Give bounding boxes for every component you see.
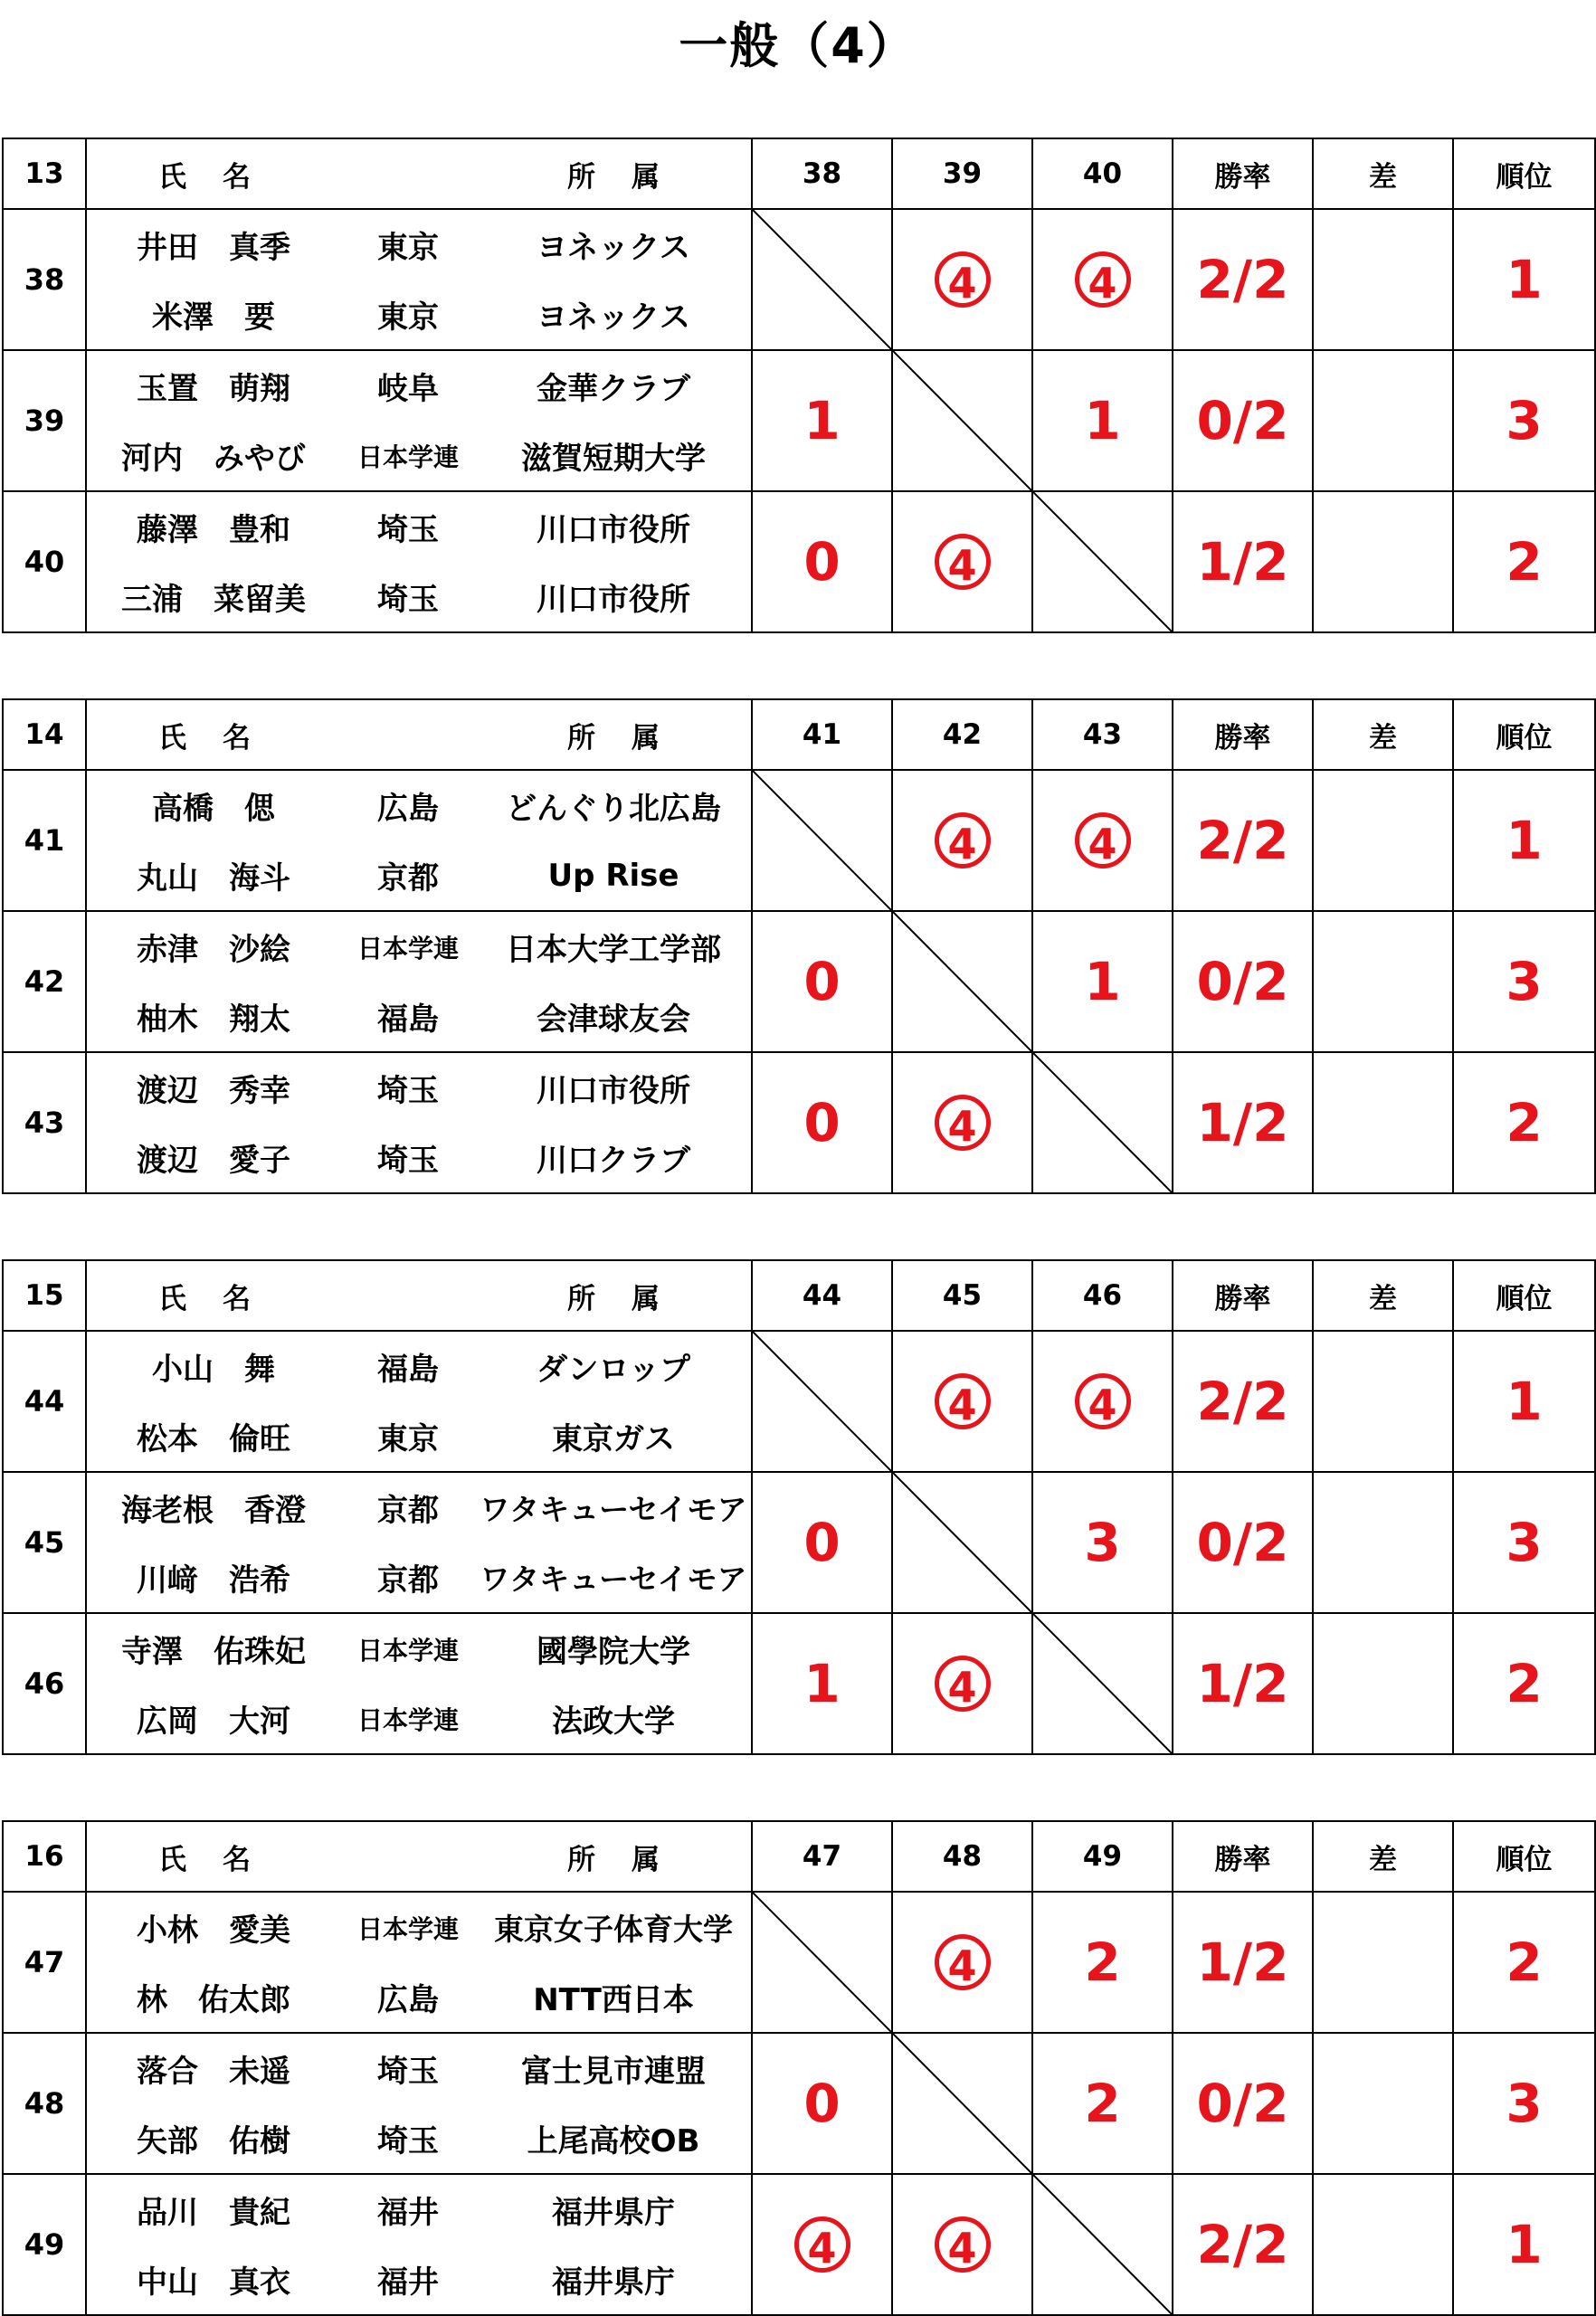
header-name-affiliation [86,1821,752,1892]
header-opponent-no: 49 [1032,1821,1173,1892]
diff-value [1313,491,1453,632]
player-affiliation: 福井県庁 [552,2264,675,2301]
rank-value: 3 [1453,350,1595,491]
win-rate: 0/2 [1173,1472,1313,1613]
group-table [2,1259,1596,1755]
header-name-affiliation [86,1260,752,1331]
player-prefecture: 福井 [377,2195,439,2231]
circled-score: 4 [935,812,991,868]
match-result-cell: 0 [752,1052,892,1193]
player-affiliation: 東京女子体育大学 [494,1912,733,1947]
diagonal-line [753,210,891,349]
pair-players [86,1472,752,1613]
pair-players [86,1613,752,1754]
diagonal-line [753,1332,891,1471]
match-result-cell [752,2174,892,2315]
player-line [87,1962,751,2032]
self-match-cell [892,350,1032,491]
player-name: 落合 未遥 [137,2054,290,2090]
win-rate: 1/2 [1173,1052,1313,1193]
header-name-affiliation [86,699,752,770]
player-name: 海老根 香澄 [121,1493,306,1529]
player-prefecture: 福井 [377,2264,439,2301]
player-affiliation: どんぐり北広島 [506,791,721,827]
player-prefecture: 京都 [377,860,439,897]
player-affiliation: 國學院大学 [537,1634,690,1670]
player-line [87,492,751,562]
circled-score: 4 [935,1373,991,1429]
win-rate: 1/2 [1173,491,1313,632]
player-affiliation: ワタキューセイモア [480,1561,747,1597]
pair-number: 48 [3,2033,86,2174]
player-affiliation: Up Rise [547,857,679,894]
group-header-row [3,699,1595,770]
pair-number: 44 [3,1331,86,1472]
page-title: 一般（4） [679,17,917,74]
player-name: 小山 舞 [152,1352,275,1388]
header-win-rate: 勝率 [1173,138,1313,209]
match-result-cell: 0 [752,1472,892,1613]
header-diff: 差 [1313,699,1453,770]
pair-players [86,350,752,491]
win-rate: 2/2 [1173,209,1313,350]
pair-number: 38 [3,209,86,350]
header-diff: 差 [1313,1821,1453,1892]
player-affiliation: 日本大学工学部 [506,932,721,968]
player-name: 林 佑太郎 [137,1982,290,2018]
diagonal-line [753,771,891,910]
pair-number: 42 [3,911,86,1052]
self-match-cell [892,2033,1032,2174]
player-name: 藤澤 豊和 [137,512,290,548]
player-line [87,421,751,490]
diagonal-line [893,351,1031,490]
win-rate: 1/2 [1173,1892,1313,2033]
match-result-cell [1032,209,1173,350]
rank-value: 3 [1453,2033,1595,2174]
self-match-cell [1032,1052,1173,1193]
circled-score: 4 [935,1656,991,1712]
group-header-row [3,1821,1595,1892]
player-affiliation: 上尾高校OB [527,2123,700,2159]
match-result-cell [892,209,1032,350]
player-name: 小林 愛美 [137,1913,290,1949]
diff-value [1313,2174,1453,2315]
self-match-cell [892,911,1032,1052]
player-affiliation: NTT西日本 [533,1982,694,2018]
player-name: 品川 貴紀 [137,2195,290,2231]
match-result-cell [892,1052,1032,1193]
pair-number: 40 [3,491,86,632]
match-result-cell: 2 [1032,1892,1173,2033]
match-result-cell [1032,1331,1173,1472]
group-number: 14 [3,699,86,770]
pair-number: 39 [3,350,86,491]
header-diff: 差 [1313,138,1453,209]
header-opponent-no: 47 [752,1821,892,1892]
pair-number: 43 [3,1052,86,1193]
header-name-affiliation [86,138,752,209]
player-line [87,912,751,982]
player-line [87,210,751,280]
diff-value [1313,1892,1453,2033]
player-affiliation: 会津球友会 [537,1001,690,1038]
self-match-cell [752,209,892,350]
player-affiliation: 法政大学 [552,1704,675,1740]
circled-score: 4 [794,2216,850,2273]
rank-value: 1 [1453,209,1595,350]
player-prefecture: 広島 [377,791,439,827]
pair-players [86,1052,752,1193]
rank-value: 2 [1453,1892,1595,2033]
pair-row [3,209,1595,350]
player-line [87,1614,751,1684]
player-name: 渡辺 秀幸 [137,1073,290,1109]
player-prefecture: 日本学連 [356,441,459,472]
match-result-cell: 1 [1032,350,1173,491]
circled-score: 4 [935,252,991,308]
player-name: 赤津 沙絵 [137,932,290,968]
diff-value [1313,209,1453,350]
player-line [87,1053,751,1123]
header-win-rate: 勝率 [1173,1821,1313,1892]
pair-row [3,2174,1595,2315]
player-line [87,2103,751,2173]
player-prefecture: 福島 [377,1352,439,1388]
diff-value [1313,1052,1453,1193]
match-result-cell: 0 [752,911,892,1052]
group-number: 13 [3,138,86,209]
pair-row [3,2033,1595,2174]
self-match-cell [1032,2174,1173,2315]
diagonal-line [1033,1614,1172,1753]
player-line [87,1542,751,1612]
player-prefecture: 埼玉 [377,2123,439,2159]
player-affiliation: 川口市役所 [537,512,690,548]
header-name: 氏名 [158,1843,287,1876]
player-line [87,2245,751,2314]
diagonal-line [893,1473,1031,1612]
match-result-cell [892,1331,1032,1472]
pair-players [86,770,752,911]
rank-value: 2 [1453,1052,1595,1193]
pair-players [86,1892,752,2033]
diagonal-line [1033,492,1172,631]
match-result-cell: 3 [1032,1472,1173,1613]
self-match-cell [752,1892,892,2033]
win-rate: 2/2 [1173,770,1313,911]
player-line [87,280,751,349]
player-prefecture: 埼玉 [377,1073,439,1109]
match-result-cell: 1 [752,1613,892,1754]
match-result-cell: 0 [752,491,892,632]
header-affiliation: 所属 [567,721,696,755]
pair-number: 46 [3,1613,86,1754]
player-prefecture: 岐阜 [377,371,439,407]
rank-value: 2 [1453,491,1595,632]
player-prefecture: 東京 [377,1421,439,1457]
header-rank: 順位 [1453,1260,1595,1331]
player-affiliation: ヨネックス [537,299,690,336]
diagonal-line [893,912,1031,1051]
pair-row [3,1331,1595,1472]
player-line [87,562,751,631]
pair-row [3,1472,1595,1613]
pair-row [3,770,1595,911]
player-prefecture: 日本学連 [356,1635,459,1666]
player-affiliation: ワタキューセイモア [480,1492,747,1527]
player-prefecture: 埼玉 [377,512,439,548]
player-affiliation: 滋賀短期大学 [521,441,706,477]
win-rate: 1/2 [1173,1613,1313,1754]
circled-score: 4 [1075,812,1131,868]
group-header-row [3,138,1595,209]
circled-score: 4 [1075,1373,1131,1429]
player-line [87,1473,751,1542]
player-name: 渡辺 愛子 [137,1143,290,1179]
header-rank: 順位 [1453,1821,1595,1892]
player-prefecture: 日本学連 [356,1913,459,1944]
player-line [87,351,751,421]
match-result-cell [892,1613,1032,1754]
player-prefecture: 埼玉 [377,2054,439,2090]
circled-score: 4 [1075,252,1131,308]
group-table [2,1820,1596,2316]
player-name: 柚木 翔太 [137,1001,290,1038]
header-rank: 順位 [1453,138,1595,209]
player-affiliation: ダンロップ [537,1352,690,1388]
player-name: 松本 倫旺 [137,1421,290,1457]
self-match-cell [1032,491,1173,632]
circled-score: 4 [935,1095,991,1151]
player-name: 米澤 要 [152,299,275,336]
match-result-cell: 0 [752,2033,892,2174]
rank-value: 1 [1453,1331,1595,1472]
pair-row [3,1892,1595,2033]
win-rate: 0/2 [1173,911,1313,1052]
self-match-cell [1032,1613,1173,1754]
player-affiliation: 福井県庁 [552,2195,675,2231]
player-line [87,771,751,840]
diff-value [1313,911,1453,1052]
player-line [87,1684,751,1753]
player-line [87,2034,751,2103]
header-name: 氏名 [158,721,287,755]
player-affiliation: 金華クラブ [537,371,690,407]
player-prefecture: 福島 [377,1001,439,1038]
match-result-cell [892,2174,1032,2315]
player-prefecture: 埼玉 [377,582,439,618]
match-result-cell [1032,770,1173,911]
pair-row [3,491,1595,632]
player-prefecture: 京都 [377,1562,439,1599]
rank-value: 1 [1453,770,1595,911]
header-affiliation: 所属 [567,1282,696,1315]
player-line [87,1401,751,1471]
header-opponent-no: 41 [752,699,892,770]
player-affiliation: 川口クラブ [537,1143,690,1179]
player-line [87,840,751,910]
player-prefecture: 京都 [377,1493,439,1529]
pair-number: 45 [3,1472,86,1613]
player-line [87,2175,751,2245]
player-prefecture: 日本学連 [356,933,459,963]
pair-number: 47 [3,1892,86,2033]
player-line [87,1893,751,1962]
header-opponent-no: 40 [1032,138,1173,209]
diff-value [1313,2033,1453,2174]
player-line [87,982,751,1051]
pair-row [3,911,1595,1052]
pair-players [86,911,752,1052]
diff-value [1313,350,1453,491]
match-result-cell [892,770,1032,911]
pair-players [86,1331,752,1472]
player-name: 丸山 海斗 [137,860,290,897]
match-result-cell: 2 [1032,2033,1173,2174]
diff-value [1313,1613,1453,1754]
rank-value: 2 [1453,1613,1595,1754]
rank-value: 1 [1453,2174,1595,2315]
player-prefecture: 広島 [377,1982,439,2018]
pair-players [86,2174,752,2315]
header-name: 氏名 [158,1282,287,1315]
diff-value [1313,1472,1453,1613]
header-rank: 順位 [1453,699,1595,770]
pair-row [3,1613,1595,1754]
match-result-cell [892,491,1032,632]
match-result-cell: 1 [1032,911,1173,1052]
header-opponent-no: 43 [1032,699,1173,770]
player-prefecture: 東京 [377,230,439,266]
player-name: 中山 真衣 [137,2264,290,2301]
player-affiliation: ヨネックス [537,230,690,266]
header-diff: 差 [1313,1260,1453,1331]
group-number: 15 [3,1260,86,1331]
header-opponent-no: 44 [752,1260,892,1331]
header-affiliation: 所属 [567,160,696,194]
header-win-rate: 勝率 [1173,699,1313,770]
header-affiliation: 所属 [567,1843,696,1876]
player-name: 寺澤 佑珠妃 [121,1634,306,1670]
player-affiliation: 富士見市連盟 [521,2054,706,2090]
diagonal-line [893,2034,1031,2173]
pair-players [86,491,752,632]
match-result-cell: 1 [752,350,892,491]
group-table [2,138,1596,633]
header-opponent-no: 39 [892,138,1032,209]
pair-number: 49 [3,2174,86,2315]
circled-score: 4 [935,1934,991,1990]
header-opponent-no: 42 [892,699,1032,770]
pair-row [3,1052,1595,1193]
diff-value [1313,770,1453,911]
player-affiliation: 川口市役所 [537,1073,690,1109]
player-line [87,1332,751,1401]
player-name: 川﨑 浩希 [137,1562,290,1599]
header-opponent-no: 45 [892,1260,1032,1331]
player-name: 矢部 佑樹 [137,2123,290,2159]
player-name: 井田 真季 [137,230,290,266]
self-match-cell [752,1331,892,1472]
circled-score: 4 [935,2216,991,2273]
win-rate: 0/2 [1173,2033,1313,2174]
diagonal-line [753,1893,891,2032]
header-win-rate: 勝率 [1173,1260,1313,1331]
player-name: 玉置 萌翔 [137,371,290,407]
pair-players [86,209,752,350]
header-name: 氏名 [158,160,287,194]
player-name: 河内 みやび [121,441,306,477]
win-rate: 2/2 [1173,2174,1313,2315]
win-rate: 0/2 [1173,350,1313,491]
pair-number: 41 [3,770,86,911]
header-opponent-no: 46 [1032,1260,1173,1331]
diagonal-line [1033,1053,1172,1192]
player-name: 高橋 偲 [152,791,275,827]
player-prefecture: 埼玉 [377,1143,439,1179]
match-result-cell [892,1892,1032,2033]
group-number: 16 [3,1821,86,1892]
player-prefecture: 東京 [377,299,439,336]
group-table [2,698,1596,1194]
pair-players [86,2033,752,2174]
circled-score: 4 [935,534,991,590]
self-match-cell [892,1472,1032,1613]
pair-row [3,350,1595,491]
player-prefecture: 日本学連 [356,1704,459,1735]
player-name: 広岡 大河 [137,1704,290,1740]
group-header-row [3,1260,1595,1331]
player-line [87,1123,751,1192]
player-name: 三浦 菜留美 [121,582,306,618]
player-affiliation: 川口市役所 [537,582,690,618]
win-rate: 2/2 [1173,1331,1313,1472]
player-affiliation: 東京ガス [552,1421,675,1457]
rank-value: 3 [1453,1472,1595,1613]
header-opponent-no: 38 [752,138,892,209]
diagonal-line [1033,2175,1172,2314]
header-opponent-no: 48 [892,1821,1032,1892]
rank-value: 3 [1453,911,1595,1052]
diff-value [1313,1331,1453,1472]
self-match-cell [752,770,892,911]
